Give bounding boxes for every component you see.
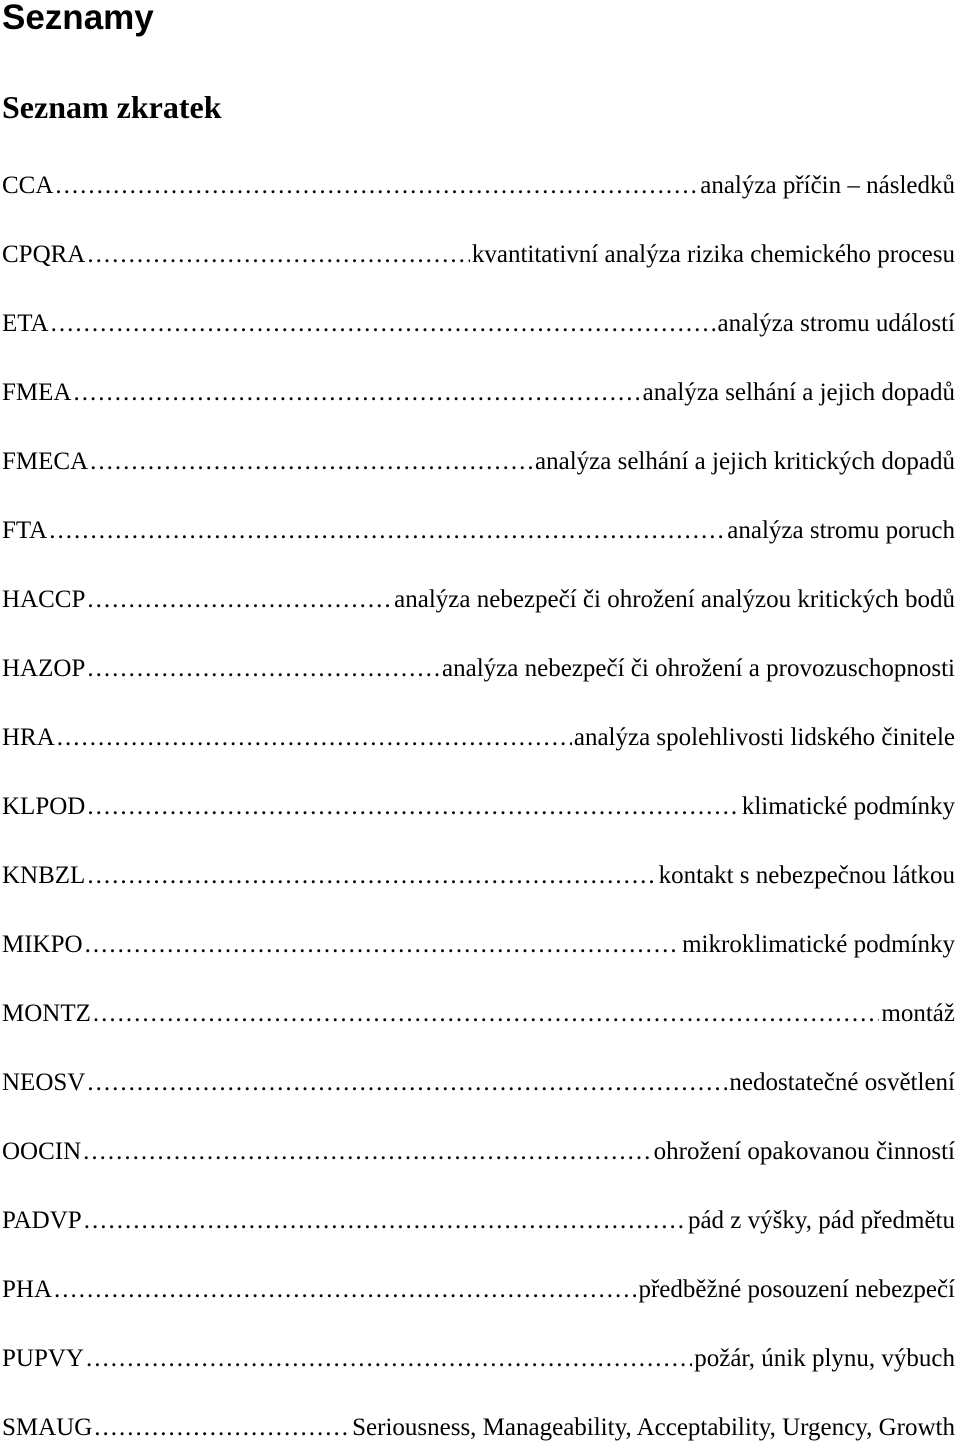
abbreviation-meaning: ohrožení opakovanou činností [653, 1138, 955, 1165]
abbreviation-term: SMAUG [2, 1414, 93, 1441]
dot-leader [93, 996, 880, 1032]
abbreviation-term: KLPOD [2, 793, 86, 820]
abbreviation-meaning: předběžné posouzení nebezpečí [638, 1276, 955, 1303]
abbreviation-row [2, 858, 955, 894]
dot-leader [87, 789, 739, 825]
abbreviation-term: FTA [2, 517, 48, 544]
dot-leader [83, 1134, 652, 1170]
abbreviation-term: ETA [2, 310, 49, 337]
abbreviation-row [2, 789, 955, 825]
abbreviation-term: CCA [2, 172, 54, 199]
abbreviation-row [2, 168, 955, 204]
abbreviation-meaning: analýza nebezpečí či ohrožení a provozuschopnosti [442, 655, 955, 682]
abbreviation-term: PADVP [2, 1207, 82, 1234]
dot-leader [84, 1203, 686, 1239]
dot-leader [85, 927, 681, 963]
abbreviation-meaning: požár, únik plynu, výbuch [694, 1345, 955, 1372]
dot-leader [87, 651, 440, 687]
abbreviation-term: MIKPO [2, 931, 83, 958]
abbreviation-term: FMEA [2, 379, 72, 406]
abbreviation-term: CPQRA [2, 241, 86, 268]
abbreviation-meaning: analýza selhání a jejich kritických dopadů [535, 448, 955, 475]
abbreviation-term: OOCIN [2, 1138, 82, 1165]
abbreviation-row [2, 582, 955, 618]
abbreviation-meaning: mikroklimatické podmínky [682, 931, 955, 958]
abbreviation-meaning: analýza nebezpečí či ohrožení analýzou kritických bodů [394, 586, 955, 613]
abbreviation-term: KNBZL [2, 862, 86, 889]
abbreviation-meaning: analýza stromu poruch [727, 517, 955, 544]
dot-leader [49, 513, 725, 549]
abbreviation-row [2, 237, 955, 273]
abbreviation-meaning: kontakt s nebezpečnou látkou [658, 862, 955, 889]
abbreviation-meaning: analýza příčin – následků [700, 172, 955, 199]
abbreviation-meaning: montáž [881, 1000, 955, 1027]
abbreviation-row [2, 996, 955, 1032]
dot-leader [57, 720, 572, 756]
abbreviation-meaning: nedostatečné osvětlení [729, 1069, 955, 1096]
abbreviation-meaning: pád z výšky, pád předmětu [687, 1207, 955, 1234]
abbreviation-row [2, 1341, 955, 1377]
section-title: Seznam zkratek [2, 89, 222, 125]
abbreviation-term: MONTZ [2, 1000, 91, 1027]
dot-leader [73, 375, 640, 411]
abbreviation-row [2, 444, 955, 480]
abbreviation-row [2, 375, 955, 411]
dot-leader [87, 858, 656, 894]
dot-leader [87, 237, 469, 273]
abbreviation-meaning: analýza spolehlivosti lidského činitele [573, 724, 955, 751]
abbreviation-meaning: Seriousness, Manageability, Acceptability, Urgency, Growth [352, 1414, 955, 1441]
abbreviation-row [2, 1410, 955, 1446]
abbreviation-meaning: kvantitativní analýza rizika chemického procesu [471, 241, 955, 268]
dot-leader [51, 306, 716, 342]
abbreviation-row [2, 927, 955, 963]
abbreviation-row [2, 1203, 955, 1239]
dot-leader [90, 444, 533, 480]
abbreviation-row [2, 1134, 955, 1170]
abbreviation-meaning: analýza selhání a jejich dopadů [642, 379, 955, 406]
abbreviation-term: HRA [2, 724, 55, 751]
dot-leader [87, 1065, 727, 1101]
abbreviation-term: FMECA [2, 448, 89, 475]
abbreviation-term: NEOSV [2, 1069, 86, 1096]
dot-leader [94, 1410, 350, 1446]
abbreviation-row [2, 651, 955, 687]
page-title: Seznamy [2, 0, 154, 37]
dot-leader [54, 1272, 636, 1308]
abbreviation-term: HAZOP [2, 655, 86, 682]
dot-leader [86, 1341, 692, 1377]
abbreviation-row [2, 513, 955, 549]
abbreviation-term: PHA [2, 1276, 53, 1303]
abbreviation-term: PUPVY [2, 1345, 84, 1372]
abbreviation-meaning: analýza stromu událostí [717, 310, 955, 337]
abbreviation-meaning: klimatické podmínky [741, 793, 955, 820]
abbreviation-term: HACCP [2, 586, 86, 613]
dot-leader [55, 168, 698, 204]
abbreviation-row [2, 1272, 955, 1308]
abbreviation-row [2, 306, 955, 342]
abbreviation-row [2, 1065, 955, 1101]
abbreviation-row [2, 720, 955, 756]
dot-leader [87, 582, 392, 618]
